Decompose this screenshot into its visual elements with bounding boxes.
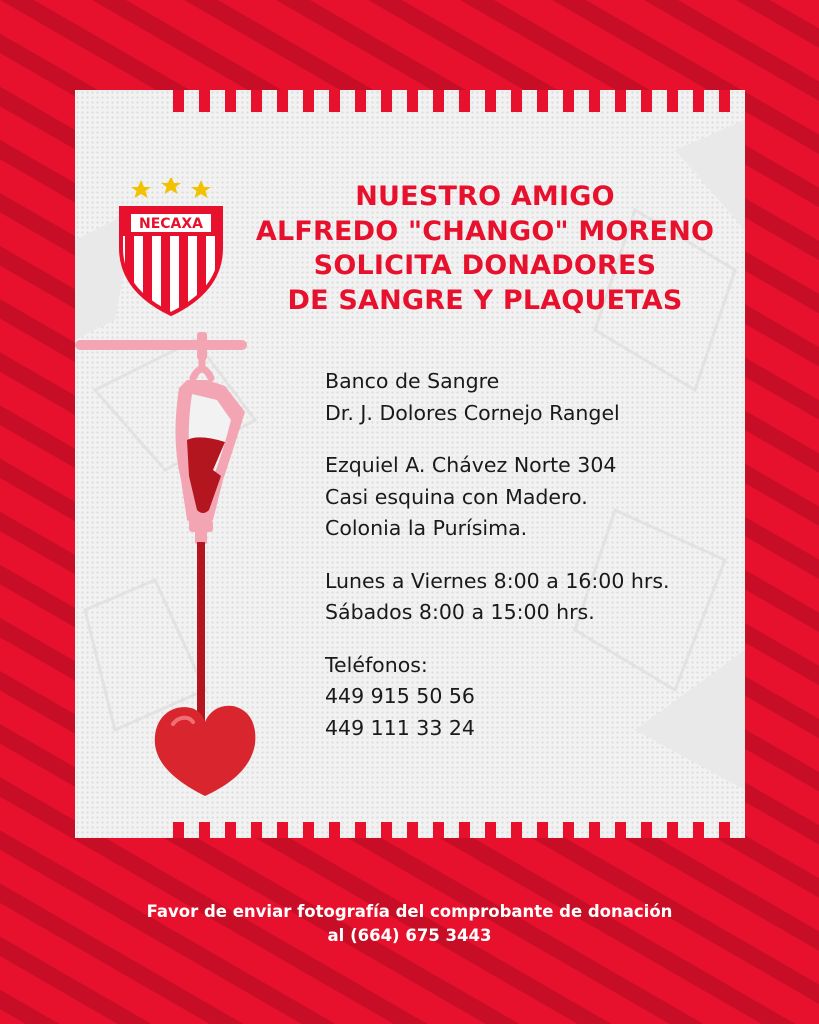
crest-label: NECAXA	[138, 216, 204, 232]
blood-bank-name: Banco de Sangre	[325, 369, 500, 393]
card-bottom-edge	[75, 822, 745, 838]
address-line: Colonia la Purísima.	[325, 516, 528, 540]
footer-line: Favor de enviar fotografía del comprobante de donación	[146, 902, 673, 921]
hours-line: Sábados 8:00 a 15:00 hrs.	[325, 600, 595, 624]
card-top-edge	[75, 90, 745, 126]
heart-icon	[153, 702, 257, 798]
address-line: Ezquiel A. Chávez Norte 304	[325, 453, 617, 477]
info-card	[75, 90, 745, 838]
footer-note	[0, 900, 819, 948]
address-line: Casi esquina con Madero.	[325, 484, 588, 509]
footer-line: al (664) 675 3443	[327, 926, 492, 945]
phones-label: Teléfonos:	[325, 652, 428, 677]
headline-line: NUESTRO AMIGO	[355, 181, 615, 212]
headline	[245, 180, 725, 318]
necaxa-crest-icon	[113, 178, 229, 318]
phone-number: 449 915 50 56	[325, 684, 475, 708]
headline-line: ALFREDO "CHANGO" MORENO	[255, 215, 715, 247]
donation-info	[325, 366, 725, 744]
headline-line: DE SANGRE Y PLAQUETAS	[287, 284, 683, 316]
phone-number: 449 111 33 24	[325, 715, 475, 740]
blood-bank-name: Dr. J. Dolores Cornejo Rangel	[325, 400, 620, 425]
hours-line: Lunes a Viernes 8:00 a 16:00 hrs.	[325, 568, 670, 593]
headline-line: SOLICITA DONADORES	[313, 250, 657, 281]
